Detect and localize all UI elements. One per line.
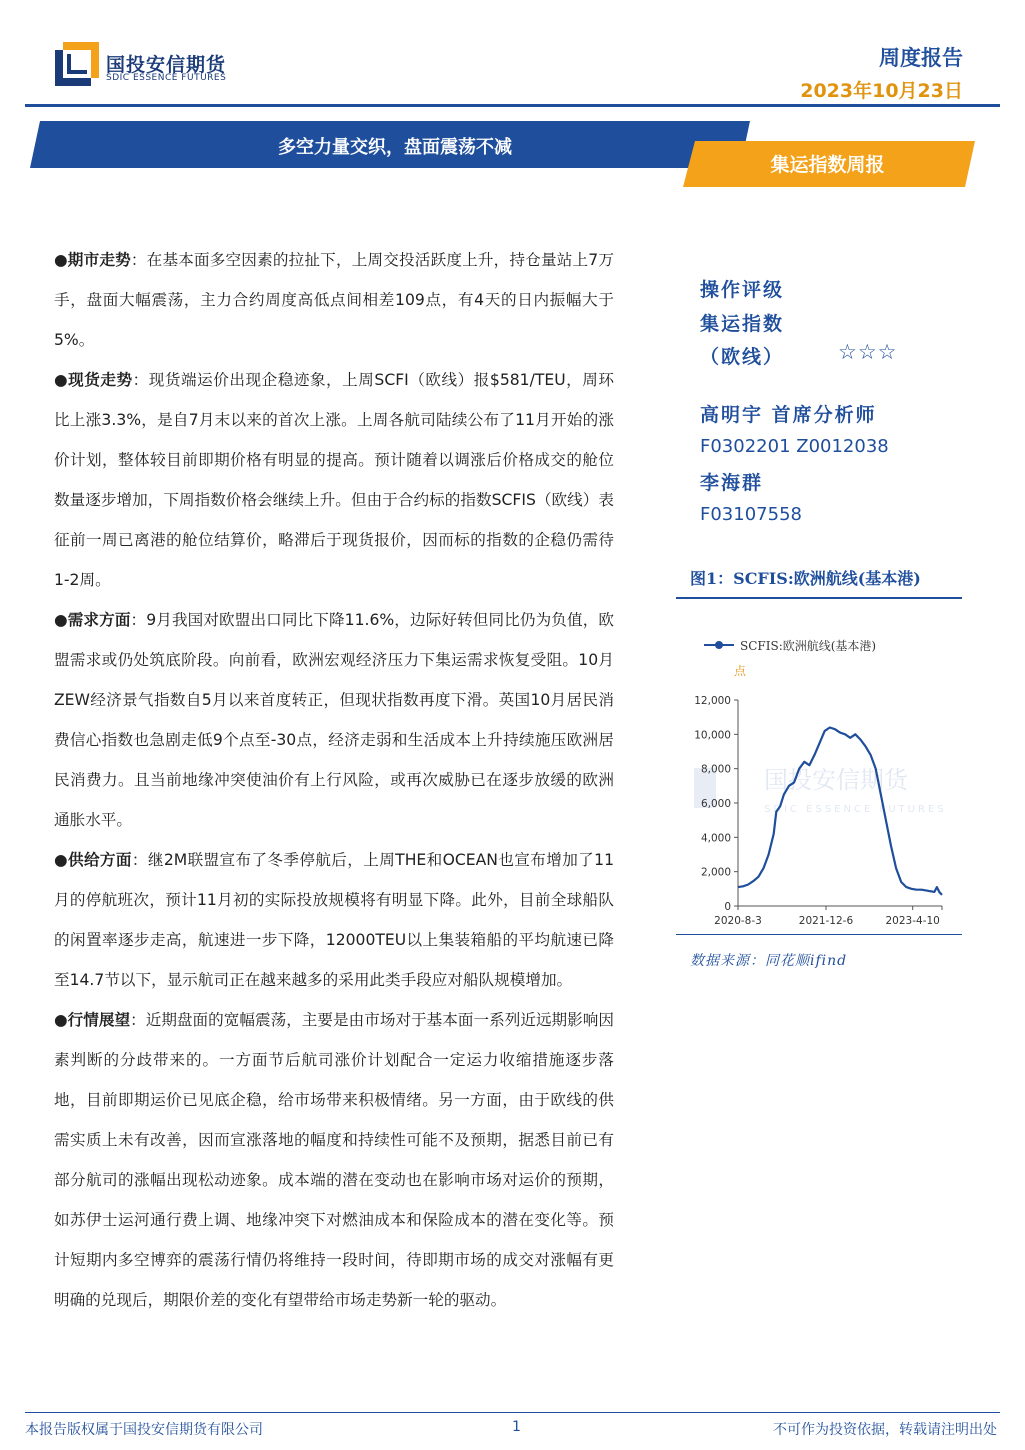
watermark-text-cn: 国投安信期货 <box>764 766 908 794</box>
y-tick-label: 12,000 <box>694 695 731 707</box>
y-axis-unit: 点 <box>734 664 747 678</box>
y-axis <box>694 695 738 913</box>
rating-product: 集运指数 <box>700 313 785 335</box>
x-tick-label: 2020-8-3 <box>714 915 762 927</box>
report-series-tag: 集运指数周报 <box>770 154 885 176</box>
bullet-icon: ● <box>54 251 68 269</box>
figure-bottom-rule <box>676 934 962 935</box>
figure-source: 数据来源：同花顺ifind <box>690 953 848 969</box>
footer-disclaimer: 不可作为投资依据，转载请注明出处 <box>773 1422 997 1438</box>
x-axis <box>714 906 942 927</box>
section-spot-trend <box>54 360 614 600</box>
y-tick-label: 8,000 <box>700 763 731 776</box>
report-type: 周度报告 <box>879 46 963 70</box>
section-separator: ： <box>130 251 147 269</box>
x-tick-label: 2021-12-6 <box>798 915 854 927</box>
section-heading: 供给方面 <box>67 851 132 869</box>
y-tick-label: 0 <box>724 901 731 913</box>
section-text: 近期盘面的宽幅震荡，主要是由市场对于基本面一系列近远期影响因素判断的分歧带来的。一方面节后航司涨价计划配合一定运力收缩措施逐步落地，目前即期运价已见底企稳，给市场带来积极情绪。另一方面，由于欧线的供需实质上未有改善，因而宣涨落地的幅度和持续性可能不及预期，据悉目前已有部分航司的涨幅出现松动迹象。成本端的潜在变动也在影响市场对运价的预期，如苏伊士运河通行费上调、地缘冲突下对燃油成本和保险成本的潜在变化等。预计短期内多空博弈的震荡行情仍将维持一段时间，待即期市场的成交对涨幅有更明确的兑现后，期限价差的变化有望带给市场走势新一轮的驱动。 <box>54 1011 614 1309</box>
section-text: 现货端运价出现企稳迹象，上周SCFI（欧线）报$581/TEU，周环比上涨3.3%，是自7月末以来的首次上涨。上周各航司陆续公布了11月开始的涨价计划，整体较目前即期价格有明显的提高。预计随着以调涨后价格成交的舱位数量逐步增加，下周指数价格会继续上升。但由于合约标的指数SCFIS（欧线）表征前一周已离港的舱位结算价，略滞后于现货报价，因而标的指数的企稳仍需待1-2周。 <box>54 371 614 589</box>
bullet-icon: ● <box>54 851 68 869</box>
y-tick-label: 10,000 <box>694 729 731 742</box>
section-text: 在基本面多空因素的拉扯下，上周交投活跃度上升，持仓量站上7万手，盘面大幅震荡，主力合约周度高低点间相差109点，有4天的日内振幅大于5%。 <box>54 251 614 349</box>
chart-legend <box>704 638 876 653</box>
section-heading: 行情展望 <box>67 1011 131 1029</box>
figure-top-rule <box>676 597 962 599</box>
section-heading: 期市走势 <box>67 251 131 269</box>
section-market-trend <box>54 240 614 360</box>
y-tick-label: 4,000 <box>700 832 731 845</box>
page-number: 1 <box>512 1419 521 1435</box>
section-supply <box>54 840 614 1000</box>
section-separator: ： <box>131 851 148 869</box>
legend-label: SCFIS:欧洲航线(基本港) <box>740 639 877 653</box>
report-body <box>54 240 614 1320</box>
bullet-icon: ● <box>54 1011 68 1029</box>
company-logo-icon <box>55 42 99 86</box>
section-separator: ： <box>130 1011 146 1029</box>
section-demand <box>54 600 614 840</box>
section-heading: 现货走势 <box>68 371 133 389</box>
section-separator: ： <box>132 371 149 389</box>
rating-stars-icon: ☆☆☆ <box>838 340 898 364</box>
bullet-icon: ● <box>54 611 68 629</box>
scfis-line-chart <box>676 620 962 932</box>
legend-marker-icon <box>715 641 723 649</box>
report-date: 2023年10月23日 <box>800 80 963 102</box>
figure-title: 图1：SCFIS:欧洲航线(基本港) <box>690 569 921 588</box>
company-name-en: SDIC ESSENCE FUTURES <box>106 73 227 83</box>
watermark <box>694 763 947 815</box>
bullet-icon: ● <box>54 371 69 389</box>
x-tick-label: 2023-4-10 <box>885 915 940 927</box>
analyst-primary-license: F0302201 Z0012038 <box>700 436 889 457</box>
footer-copyright: 本报告版权属于国投安信期货有限公司 <box>25 1422 263 1438</box>
watermark-text-en: SDIC ESSENCE FUTURES <box>764 804 947 815</box>
company-name-cn: 国投安信期货 <box>106 54 227 76</box>
section-text: 继2M联盟宣布了冬季停航后，上周THE和OCEAN也宣布增加了11月的停航班次，预计11月初的实际投放规模将有明显下降。此外，目前全球船队的闲置率逐步走高，航速进一步下降，12000TEU以上集装箱船的平均航速已降至14.7节以下，显示航司正在越来越多的采用此类手段应对船队规模增加。 <box>54 851 614 989</box>
report-title: 多空力量交织，盘面震荡不减 <box>278 137 512 158</box>
analyst-primary: 高明宇 首席分析师 <box>700 404 877 426</box>
rating-product-line: （欧线） <box>700 346 785 368</box>
y-tick-label: 6,000 <box>700 798 731 810</box>
section-heading: 需求方面 <box>67 611 131 629</box>
y-tick-label: 2,000 <box>700 866 731 879</box>
section-separator: ： <box>130 611 147 629</box>
section-text: 9月我国对欧盟出口同比下降11.6%，边际好转但同比仍为负值，欧盟需求或仍处筑底阶段。向前看，欧洲宏观经济压力下集运需求恢复受阻。10月ZEW经济景气指数自5月以来首度转正，但现状指数再度下滑。英国10月居民消费信心指数也急剧走低9个点至-30点，经济走弱和生活成本上升持续施压欧洲居民消费力。且当前地缘冲突使油价有上行风险，或再次威胁已在逐步放缓的欧洲通胀水平。 <box>54 611 614 829</box>
rating-title: 操作评级 <box>700 279 785 301</box>
section-outlook <box>54 1000 614 1320</box>
analyst-secondary-license: F03107558 <box>700 504 802 525</box>
header-divider <box>25 104 1000 107</box>
analyst-secondary: 李海群 <box>700 472 764 494</box>
footer-divider <box>25 1412 1000 1413</box>
